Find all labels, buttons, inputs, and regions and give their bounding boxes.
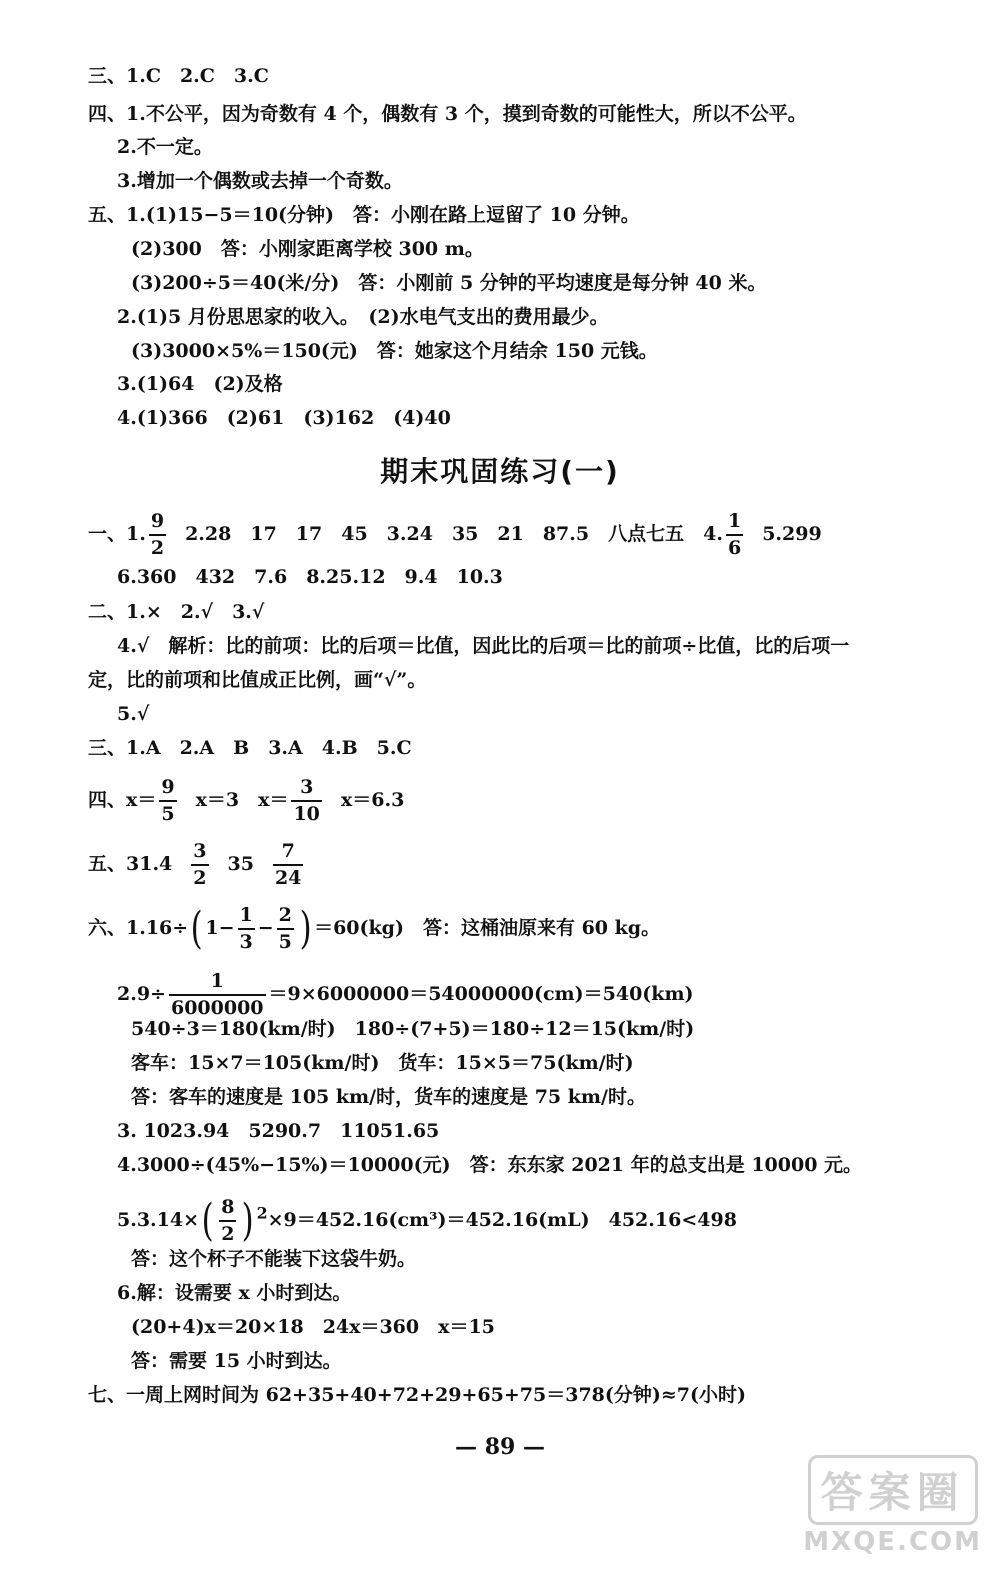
text-segment: 四、x＝ xyxy=(88,789,157,811)
denominator: 3 xyxy=(239,931,253,953)
text-segment: ＝60(kg) 答：这桶油原来有 60 kg。 xyxy=(314,917,661,939)
answer-line: 3. 1023.94 5290.7 11051.65 xyxy=(117,1120,440,1142)
numerator: 2 xyxy=(277,906,294,930)
answer-line: 4.√ 解析：比的前项：比的后项＝比值，因此比的后项＝比的前项÷比值，比的后项一 xyxy=(117,635,850,657)
answer-line: 答：客车的速度是 105 km/时，货车的速度是 75 km/时。 xyxy=(131,1086,646,1108)
fraction xyxy=(149,512,166,558)
numerator: 7 xyxy=(273,842,303,866)
denominator: 2 xyxy=(150,537,165,559)
answer-line: 6.360 432 7.6 8.25.12 9.4 10.3 xyxy=(117,566,503,588)
answer-line: 答：这个杯子不能装下这袋牛奶。 xyxy=(131,1248,417,1270)
answer-line: 三、1.A 2.A B 3.A 4.B 5.C xyxy=(88,737,412,759)
denominator: 2 xyxy=(193,867,207,889)
denominator: 6000000 xyxy=(170,997,264,1019)
text-segment: x＝3 x＝ xyxy=(195,789,289,811)
text-segment: 1− xyxy=(205,917,235,939)
answer-line xyxy=(88,778,404,824)
fraction xyxy=(291,778,321,824)
answer-line: 客车：15×7＝105(km/时) 货车：15×5＝75(km/时) xyxy=(131,1052,634,1074)
answer-line xyxy=(117,972,694,1018)
text-segment: 一、1. xyxy=(88,523,146,545)
left-paren: ( xyxy=(190,903,203,954)
answer-line: 4.3000÷(45%−15%)＝10000(元) 答：东东家 2021 年的总支出是 10000 元。 xyxy=(117,1154,863,1176)
answer-line: 3.增加一个偶数或去掉一个奇数。 xyxy=(117,170,403,192)
text-segment: 五、31.4 xyxy=(88,853,173,875)
page-number: — 89 — xyxy=(455,1434,545,1460)
denominator: 10 xyxy=(293,803,320,825)
answer-line xyxy=(88,903,661,954)
denominator: 6 xyxy=(727,537,742,559)
answer-line: (3)200÷5＝40(米/分) 答：小刚前 5 分钟的平均速度是每分钟 40 米。 xyxy=(131,272,767,294)
denominator: 5 xyxy=(161,803,175,825)
answer-line: 七、一周上网时间为 62+35+40+72+29+65+75＝378(分钟)≈7(小时) xyxy=(88,1384,746,1406)
watermark-url: MXQE.COM xyxy=(803,1527,982,1557)
answer-line xyxy=(88,842,306,888)
answer-line xyxy=(117,1195,737,1246)
fraction xyxy=(191,842,208,888)
numerator: 1 xyxy=(169,972,266,996)
answer-line: 540÷3＝180(km/时) 180÷(7+5)＝180÷12＝15(km/时) xyxy=(131,1018,695,1040)
answer-line: 2.不一定。 xyxy=(117,136,213,158)
text-segment: ×9＝452.16(cm³)＝452.16(mL) 452.16<498 xyxy=(267,1209,737,1231)
watermark xyxy=(803,1455,982,1557)
answer-line: 五、1.(1)15−5＝10(分钟) 答：小刚在路上逗留了 10 分钟。 xyxy=(88,204,640,226)
answer-line: 二、1.× 2.√ 3.√ xyxy=(88,601,265,623)
denominator: 5 xyxy=(278,931,292,953)
answer-line: 6.解：设需要 x 小时到达。 xyxy=(117,1282,352,1304)
answer-line: 四、1.不公平，因为奇数有 4 个，偶数有 3 个，摸到奇数的可能性大，所以不公平。 xyxy=(88,103,807,125)
right-paren: ) xyxy=(242,1195,255,1246)
numerator: 3 xyxy=(191,842,208,866)
text-segment: − xyxy=(257,917,274,939)
answer-line: (2)300 答：小刚家距离学校 300 m。 xyxy=(131,238,484,260)
exponent: 2 xyxy=(256,1203,268,1223)
watermark-logo: 答案圈 xyxy=(808,1455,978,1525)
answer-line: 定，比的前项和比值成正比例，画“√”。 xyxy=(88,669,427,691)
text-segment: 5.3.14× xyxy=(117,1209,200,1231)
numerator: 3 xyxy=(291,778,321,802)
numerator: 9 xyxy=(159,778,176,802)
denominator: 2 xyxy=(221,1223,235,1245)
text-segment: ＝9×6000000＝54000000(cm)＝540(km) xyxy=(268,983,694,1005)
text-segment: 六、1.16÷ xyxy=(88,917,189,939)
fraction xyxy=(273,842,303,888)
numerator: 9 xyxy=(149,512,166,536)
numerator: 8 xyxy=(219,1198,236,1222)
fraction xyxy=(169,972,266,1018)
answer-line: 2.(1)5 月份思思家的收入。 (2)水电气支出的费用最少。 xyxy=(117,306,609,328)
fraction xyxy=(726,512,743,558)
text-segment: 5.299 xyxy=(762,523,822,545)
answer-line: 答：需要 15 小时到达。 xyxy=(131,1350,342,1372)
denominator: 24 xyxy=(274,867,302,889)
section-title: 期末巩固练习(一) xyxy=(380,455,620,488)
numerator: 1 xyxy=(238,906,255,930)
answer-line: (20+4)x＝20×18 24x＝360 x＝15 xyxy=(131,1316,495,1338)
left-paren: ( xyxy=(201,1195,214,1246)
text-segment: 35 xyxy=(227,853,254,875)
answer-line: 3.(1)64 (2)及格 xyxy=(117,373,283,395)
answer-line: (3)3000×5%＝150(元) 答：她家这个月结余 150 元钱。 xyxy=(131,340,658,362)
fraction xyxy=(219,1198,236,1244)
answer-line: 4.(1)366 (2)61 (3)162 (4)40 xyxy=(117,407,451,429)
text-segment: 2.28 17 17 45 3.24 35 21 87.5 八点七五 4. xyxy=(185,523,723,545)
fraction xyxy=(159,778,176,824)
answer-line: 三、1.C 2.C 3.C xyxy=(88,65,269,87)
numerator: 1 xyxy=(726,512,743,536)
fraction xyxy=(238,906,255,952)
text-segment: 2.9÷ xyxy=(117,983,166,1005)
right-paren: ) xyxy=(299,903,312,954)
answer-line xyxy=(88,512,822,558)
text-segment: x＝6.3 xyxy=(340,789,405,811)
answer-line: 5.√ xyxy=(117,703,150,725)
fraction xyxy=(277,906,294,952)
